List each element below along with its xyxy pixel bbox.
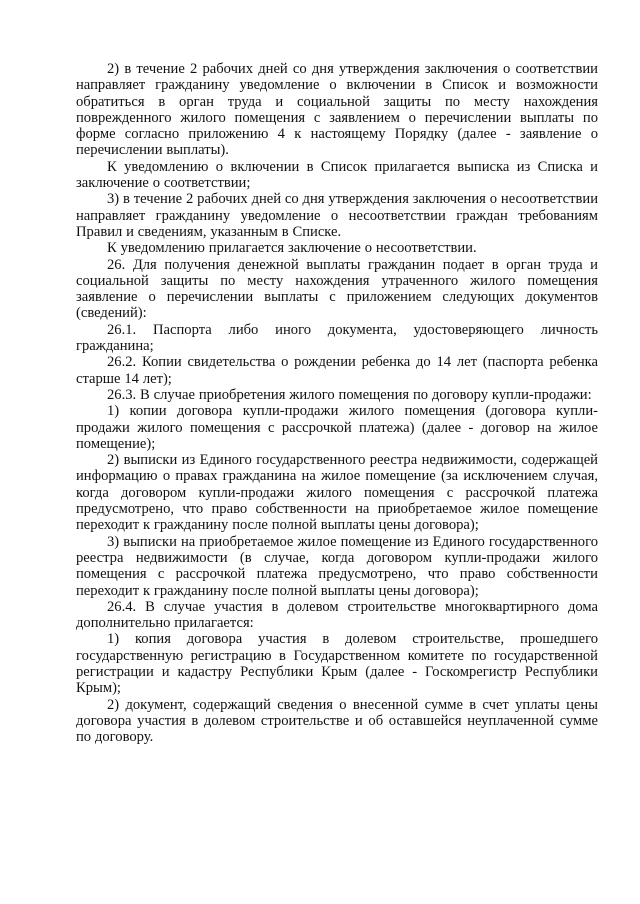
- paragraph-12: 26.4. В случае участия в долевом строительстве многоквартирного дома дополнительно прилагается:: [76, 598, 598, 632]
- paragraph-13: 1) копия договора участия в долевом строительстве, прошедшего государственную регистрацию в Государственном комитете по государственной регистрации и кадастру Республики Крым (далее - Госкомрегистр Республики Крым);: [76, 631, 598, 697]
- paragraph-5: 26. Для получения денежной выплаты гражданин подает в орган труда и социальной защиты по месту нахождения утраченного жилого помещения заявление о перечислении выплаты с приложением следующих документов (сведений):: [76, 256, 598, 322]
- paragraph-14: 2) документ, содержащий сведения о внесенной сумме в счет уплаты цены договора участия в долевом строительстве и об оставшейся неуплаченной сумме по договору.: [76, 696, 598, 746]
- paragraph-6: 26.1. Паспорта либо иного документа, удостоверяющего личность гражданина;: [76, 321, 598, 355]
- paragraph-4: К уведомлению прилагается заключение о несоответствии.: [107, 240, 477, 257]
- paragraph-3: 3) в течение 2 рабочих дней со дня утверждения заключения о несоответствии направляет гражданину уведомление о несоответствии граждан требованиям Правил и сведениям, указанным в Списке.: [76, 191, 598, 240]
- paragraph-2: К уведомлению о включении в Список прилагается выписка из Списка и заключение о соответствии;: [76, 158, 598, 192]
- paragraph-11: 3) выписки на приобретаемое жилое помещение из Единого государственного реестра недвижимости (в случае, когда договором купли-продажи жилого помещения с рассрочкой платежа предусмотрено, что право собственности переходит к гражданину после полной выплаты цены договора);: [76, 533, 598, 599]
- paragraph-8: 26.3. В случае приобретения жилого помещения по договору купли-продажи:: [107, 386, 592, 403]
- paragraph-7: 26.2. Копии свидетельства о рождении ребенка до 14 лет (паспорта ребенка старше 14 лет);: [76, 354, 598, 387]
- paragraph-10: 2) выписки из Единого государственного реестра недвижимости, содержащей информацию о правах гражданина на жилое помещение (за исключением случая, когда договором купли-продажи жилого помещения с рассрочкой платежа предусмотрено, что право собственности на приобретаемое жилое помещение переходит к гражданину после полной выплаты цены договора);: [76, 452, 598, 534]
- paragraph-9: 1) копии договора купли-продажи жилого помещения (договора купли-продажи жилого помещения с рассрочкой платежа) (далее - договор на жилое помещение);: [76, 403, 598, 452]
- paragraph-1: 2) в течение 2 рабочих дней со дня утверждения заключения о соответствии направляет гражданину уведомление о включении в Список и возможности обратиться в орган труда и социальной защиты по месту нахождения поврежденного жилого помещения с заявлением о перечислении выплаты по форме согласно приложению 4 к настоящему Порядку (далее - заявление о перечислении выплаты).: [76, 61, 598, 159]
